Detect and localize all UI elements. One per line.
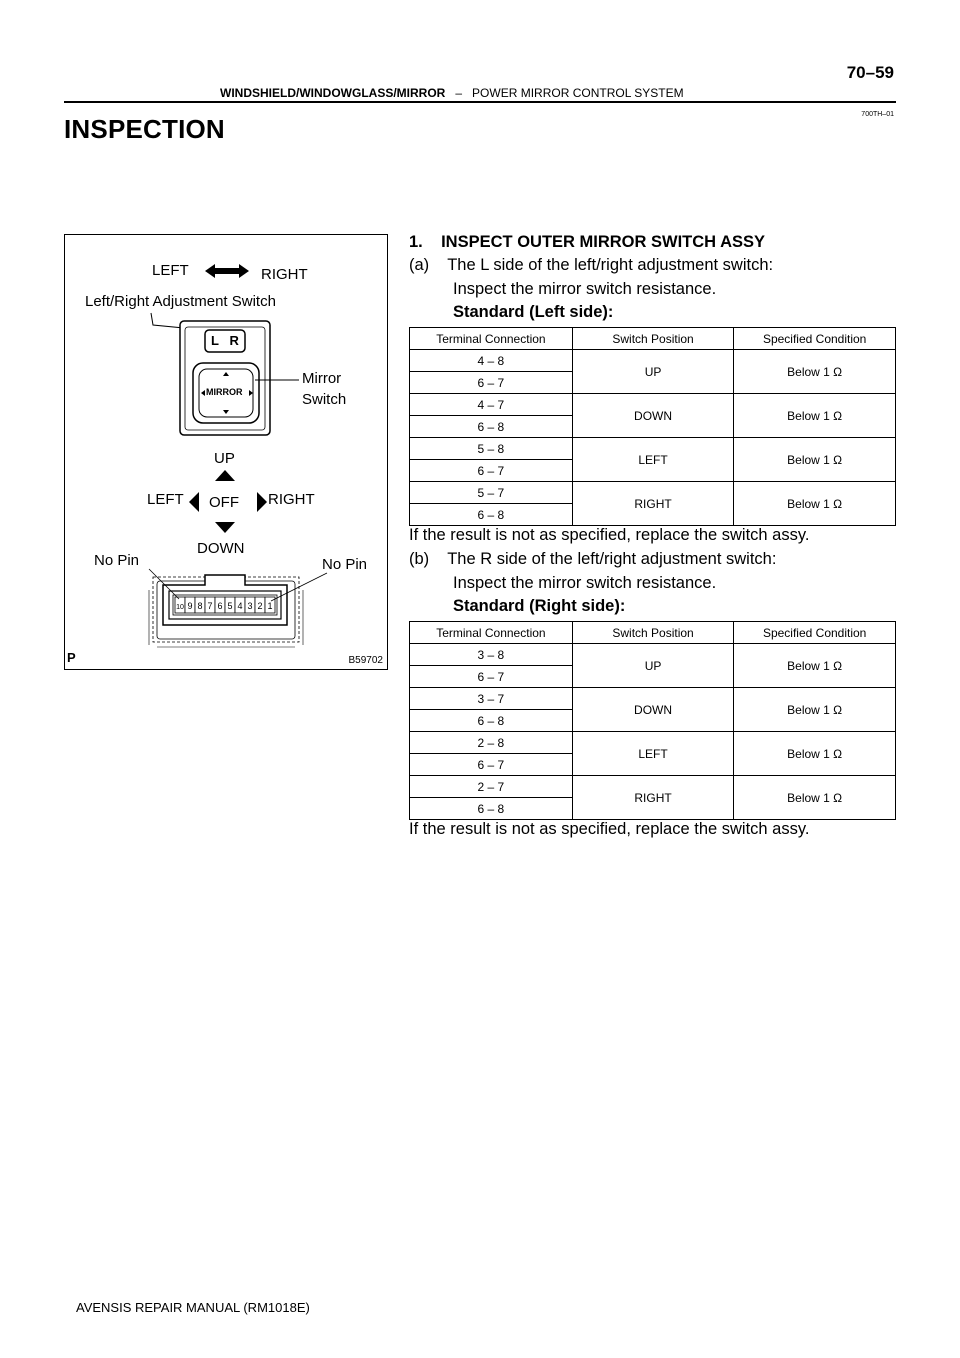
- position-cell: DOWN: [572, 394, 734, 438]
- pin-label: 6: [217, 601, 223, 611]
- terminal-cell: 6 – 8: [410, 798, 573, 820]
- down-label: DOWN: [197, 540, 245, 557]
- table-row: [410, 482, 896, 504]
- down-arrow-icon: [215, 522, 235, 533]
- condition-cell: Below 1 Ω: [734, 438, 896, 482]
- pin-row: [175, 597, 275, 613]
- left-right-arrow-icon: [205, 264, 249, 278]
- pin-label: 3: [247, 601, 253, 611]
- running-header: [220, 86, 684, 100]
- up-arrow-icon: [215, 470, 235, 481]
- terminal-cell: 6 – 8: [410, 710, 573, 732]
- page-number: 70–59: [846, 63, 894, 82]
- col-header-condition: Specified Condition: [734, 622, 896, 644]
- table-row: [410, 394, 896, 416]
- header-rule: [64, 101, 896, 103]
- terminal-cell: 6 – 7: [410, 372, 573, 394]
- lr-left-label: LEFT: [152, 262, 189, 279]
- step-b-line2: Inspect the mirror switch resistance.: [453, 574, 717, 592]
- position-cell: RIGHT: [572, 482, 734, 526]
- terminal-cell: 2 – 8: [410, 732, 573, 754]
- condition-cell: Below 1 Ω: [734, 688, 896, 732]
- terminal-cell: 5 – 8: [410, 438, 573, 460]
- pin-label: 1: [267, 601, 273, 611]
- terminal-cell: 6 – 7: [410, 460, 573, 482]
- table-row: [410, 776, 896, 798]
- terminal-cell: 2 – 7: [410, 776, 573, 798]
- col-header-position: Switch Position: [572, 328, 734, 350]
- off-label: OFF: [209, 494, 239, 511]
- step-a-standard: Standard (Left side):: [453, 303, 614, 321]
- up-label: UP: [214, 450, 235, 467]
- no-pin-left-label: No Pin: [94, 552, 140, 569]
- terminal-cell: 6 – 8: [410, 416, 573, 438]
- switch-figure: [64, 234, 388, 670]
- pin-label: 9: [187, 601, 193, 611]
- position-cell: LEFT: [572, 438, 734, 482]
- pin-label: 2: [257, 601, 263, 611]
- col-header-condition: Specified Condition: [734, 328, 896, 350]
- right-side-spec-table: [409, 621, 896, 820]
- pin-label: 10: [176, 604, 184, 611]
- pin-label: 5: [227, 601, 233, 611]
- position-cell: LEFT: [572, 732, 734, 776]
- table-row: [410, 688, 896, 710]
- left-label: LEFT: [147, 491, 184, 508]
- table-row: [410, 644, 896, 666]
- right-arrow-icon: [257, 492, 267, 512]
- left-arrow-icon: [189, 492, 199, 512]
- pin-label: 8: [197, 601, 203, 611]
- terminal-cell: 5 – 7: [410, 482, 573, 504]
- step-b-standard: Standard (Right side):: [453, 597, 626, 615]
- table-row: [410, 732, 896, 754]
- table-row: [410, 438, 896, 460]
- condition-cell: Below 1 Ω: [734, 350, 896, 394]
- position-cell: RIGHT: [572, 776, 734, 820]
- mirror-switch-label-1: Mirror: [302, 370, 342, 387]
- left-side-spec-table: [409, 327, 896, 526]
- terminal-cell: 4 – 8: [410, 350, 573, 372]
- figure-code: B59702: [348, 655, 383, 666]
- mirror-button-label: MIRROR: [206, 387, 243, 397]
- terminal-cell: 3 – 8: [410, 644, 573, 666]
- step-a-line2: Inspect the mirror switch resistance.: [453, 280, 717, 298]
- doc-id: 700TH–01: [861, 111, 894, 118]
- col-header-position: Switch Position: [572, 622, 734, 644]
- table-row: [410, 350, 896, 372]
- terminal-cell: 6 – 8: [410, 504, 573, 526]
- step-b-result: If the result is not as specified, replace the switch assy.: [409, 820, 810, 838]
- right-label: RIGHT: [268, 491, 315, 508]
- position-cell: UP: [572, 644, 734, 688]
- condition-cell: Below 1 Ω: [734, 394, 896, 438]
- condition-cell: Below 1 Ω: [734, 644, 896, 688]
- terminal-cell: 6 – 7: [410, 666, 573, 688]
- figure-corner-mark: P: [67, 650, 76, 665]
- pin-label: 4: [237, 601, 243, 611]
- header-subsection: POWER MIRROR CONTROL SYSTEM: [472, 86, 684, 100]
- position-cell: UP: [572, 350, 734, 394]
- col-header-terminal: Terminal Connection: [410, 328, 573, 350]
- pin-label: 7: [207, 601, 213, 611]
- step-a-line1: (a) The L side of the left/right adjustment switch:: [409, 256, 774, 274]
- terminal-cell: 3 – 7: [410, 688, 573, 710]
- position-cell: DOWN: [572, 688, 734, 732]
- no-pin-right-label: No Pin: [322, 556, 368, 573]
- terminal-cell: 4 – 7: [410, 394, 573, 416]
- mirror-switch-label-2: Switch: [302, 391, 347, 408]
- step-b-line1: (b) The R side of the left/right adjustment switch:: [409, 550, 777, 568]
- condition-cell: Below 1 Ω: [734, 482, 896, 526]
- step-a-result: If the result is not as specified, replace the switch assy.: [409, 526, 810, 544]
- page-title: INSPECTION: [64, 114, 225, 144]
- step-1-heading: 1. INSPECT OUTER MIRROR SWITCH ASSY: [409, 233, 765, 251]
- lr-right-label: RIGHT: [261, 266, 308, 283]
- terminal-cell: 6 – 7: [410, 754, 573, 776]
- header-section: WINDSHIELD/WINDOWGLASS/MIRROR: [220, 86, 446, 100]
- footer-manual-id: AVENSIS REPAIR MANUAL (RM1018E): [76, 1300, 310, 1315]
- condition-cell: Below 1 Ω: [734, 732, 896, 776]
- header-separator: –: [455, 86, 463, 100]
- lr-key-label: L R: [211, 333, 239, 348]
- adjustment-switch-label: Left/Right Adjustment Switch: [85, 293, 276, 310]
- condition-cell: Below 1 Ω: [734, 776, 896, 820]
- col-header-terminal: Terminal Connection: [410, 622, 573, 644]
